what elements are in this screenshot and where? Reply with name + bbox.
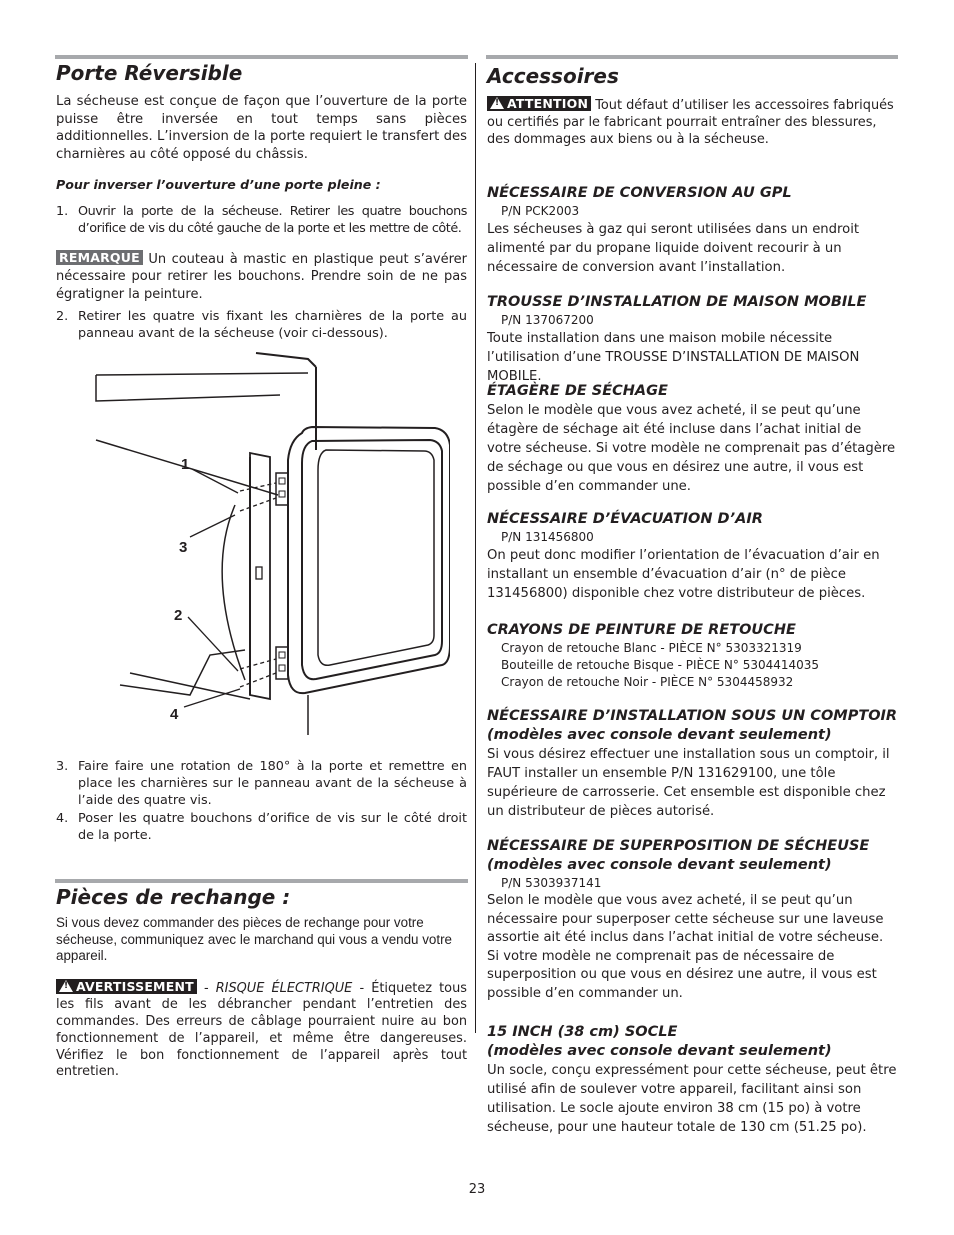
pieces-text: Si vous devez commander des pièces de rechange pour votre sécheuse, communiquez avec le marchand qui vous a vendu votre appareil. bbox=[56, 915, 452, 963]
door-hinge-figure bbox=[90, 345, 450, 735]
avertissement-note: !AVERTISSEMENT - RISQUE ÉLECTRIQUE - Étiquetez tous les fils avant de les débrancher pendant l’entretien des commandes. Des erreurs de câblage pourraient nuire au bon fonctionnement de l’appareil, et même être dangereuses. Vérifiez le bon fonctionnement de l’appareil après tout entretien. bbox=[56, 979, 467, 1082]
sec-superposition: NÉCESSAIRE DE SUPERPOSITION DE SÉCHEUSE (modèles avec console devant seulement) P/N 5303937141 Selon le modèle que vous avez acheté, il se peut qu’un nécessaire pour superposer cette sécheuse sur une laveuse assortie ait été inclus dans l’achat initial de votre sécheuse. Si votre modèle ne comprenait pas de nécessaire de superposition ou que vous en désirez une autre, il vous est possible d’en commander un. bbox=[487, 838, 884, 1001]
figure-label-4: 4 bbox=[170, 706, 179, 723]
step-2: 2. Retirer les quatre vis fixant les charnières de la porte au panneau avant de la sécheuse (voir ci-dessous). bbox=[56, 309, 467, 341]
porte-intro: La sécheuse est conçue de façon que l’ouverture de la porte puisse être inversée en tout temps sans pièces additionnelles. L’inversion de la porte requiert le transfert des charnières au côté opposé du châssis. bbox=[56, 94, 467, 162]
avertissement-text: Étiquetez tous les fils avant de les débrancher pendant l’entretien des commandes. Des erreurs de câblage pourraient nuire au bon fonctionnement de l’appareil, et même être dangereuses. Vérifiez le bon fonctionnement de l’appareil après tout entretien. bbox=[56, 980, 467, 1080]
left-column-lower bbox=[56, 759, 467, 845]
warning-triangle-icon bbox=[490, 97, 504, 109]
remarque-badge: REMARQUE bbox=[56, 250, 143, 265]
top-rule-right bbox=[486, 55, 898, 59]
accessoires-title: Accessoires bbox=[487, 64, 619, 88]
figure-label-1: 1 bbox=[181, 456, 190, 473]
page-number: 23 bbox=[468, 1182, 486, 1197]
left-column bbox=[56, 61, 467, 343]
steps-list-b bbox=[56, 309, 467, 343]
sec-evacuation: NÉCESSAIRE D’ÉVACUATION D’AIR P/N 131456800 On peut donc modifier l’orientation de l’évacuation d’air en installant un ensemble d’évacuation d’air (n° de pièce 131456800) disponible chez votre distributeur de pièces. bbox=[487, 511, 880, 601]
remarque-note bbox=[56, 250, 467, 304]
step-4: 4. Poser les quatre bouchons d’orifice de vis sur le côté droit de la porte. bbox=[56, 811, 467, 844]
top-rule-left bbox=[55, 55, 468, 59]
step-3: 3. Faire faire une rotation de 180° à la porte et remettre en place les charnières sur le panneau avant de la sécheuse à l’aide des quatre vis. bbox=[56, 759, 467, 808]
sec-socle: 15 INCH (38 cm) SOCLE (modèles avec console devant seulement) Un socle, conçu expressément pour cette sécheuse, peut être utilisé afin de soulever votre appareil, facilitant ainsi son utilisation. Le socle ajoute environ 38 cm (15 po) à votre sécheuse, pour une hauteur totale de 130 cm (51.25 po). bbox=[487, 1024, 897, 1135]
attention-badge: !ATTENTION bbox=[487, 96, 591, 111]
figure-label-2: 2 bbox=[174, 607, 183, 624]
porte-subtitle: Pour inverser l’ouverture d’une porte pleine : bbox=[56, 177, 381, 192]
figure-label-3: 3 bbox=[179, 539, 188, 556]
pieces-section bbox=[56, 885, 467, 1081]
porte-title: Porte Réversible bbox=[56, 61, 243, 85]
remarque-text: Un couteau à mastic en plastique peut s’avérer nécessaire pour retirer les bouchons. Prendre soin de ne pas égratigner la peinture. bbox=[56, 251, 467, 302]
sec-comptoir: NÉCESSAIRE D’INSTALLATION SOUS UN COMPTOIR (modèles avec console devant seulement) Si vous désirez effectuer une installation sous un comptoir, il FAUT installer un ensemble P/N 131629100, une tôle supérieure de carrosserie. Cet ensemble est disponible chez un distributeur de pièces autorisé. bbox=[487, 708, 898, 819]
attention-note bbox=[487, 96, 899, 148]
sec-crayons: CRAYONS DE PEINTURE DE RETOUCHE Crayon de retouche Blanc - PIÈCE N° 5303321319 Bouteille de retouche Bisque - PIÈCE N° 5304414035 Crayon de retouche Noir - PIÈCE N° 5304458932 bbox=[487, 622, 820, 689]
steps-list-a bbox=[56, 204, 467, 238]
attention-text: Tout défaut d’utiliser les accessoires fabriqués ou certifiés par le fabricant pourrait entraîner des blessures, des dommages aux biens ou à la sécheuse. bbox=[487, 98, 894, 147]
risque-electrique: RISQUE ÉLECTRIQUE bbox=[215, 980, 353, 996]
column-divider bbox=[475, 63, 476, 1033]
sec-gpl: NÉCESSAIRE DE CONVERSION AU GPL P/N PCK2003 Les sécheuses à gaz qui seront utilisées dans un endroit alimenté par du propane liquide doivent recourir à un nécessaire de conversion avant l’installation. bbox=[487, 185, 860, 275]
warning-triangle-icon bbox=[59, 980, 73, 992]
pieces-title: Pièces de rechange : bbox=[56, 885, 291, 909]
step-1: 1. Ouvrir la porte de la sécheuse. Retirer les quatre bouchons d’orifice de vis du côté gauche de la porte et les mettre de côté. bbox=[56, 204, 467, 236]
pieces-rule bbox=[55, 879, 468, 883]
steps-list-c bbox=[56, 759, 467, 845]
right-column bbox=[487, 64, 899, 148]
sec-maison-mobile: TROUSSE D’INSTALLATION DE MAISON MOBILE P/N 137067200 Toute installation dans une maison mobile nécessite l’utilisation d’une TROUSSE D’INSTALLATION DE MAISON MOBILE. bbox=[487, 294, 867, 384]
avertissement-badge: !AVERTISSEMENT bbox=[56, 979, 197, 994]
sec-etagere: ÉTAGÈRE DE SÉCHAGE Selon le modèle que vous avez acheté, il se peut qu’une étagère de séchage ait été incluse dans l’achat initial de votre sécheuse. Si votre modèle ne comprenait pas d’étagère de séchage ou que vous en désirez une autre, il vous est possible d’en commander une. bbox=[487, 383, 896, 494]
